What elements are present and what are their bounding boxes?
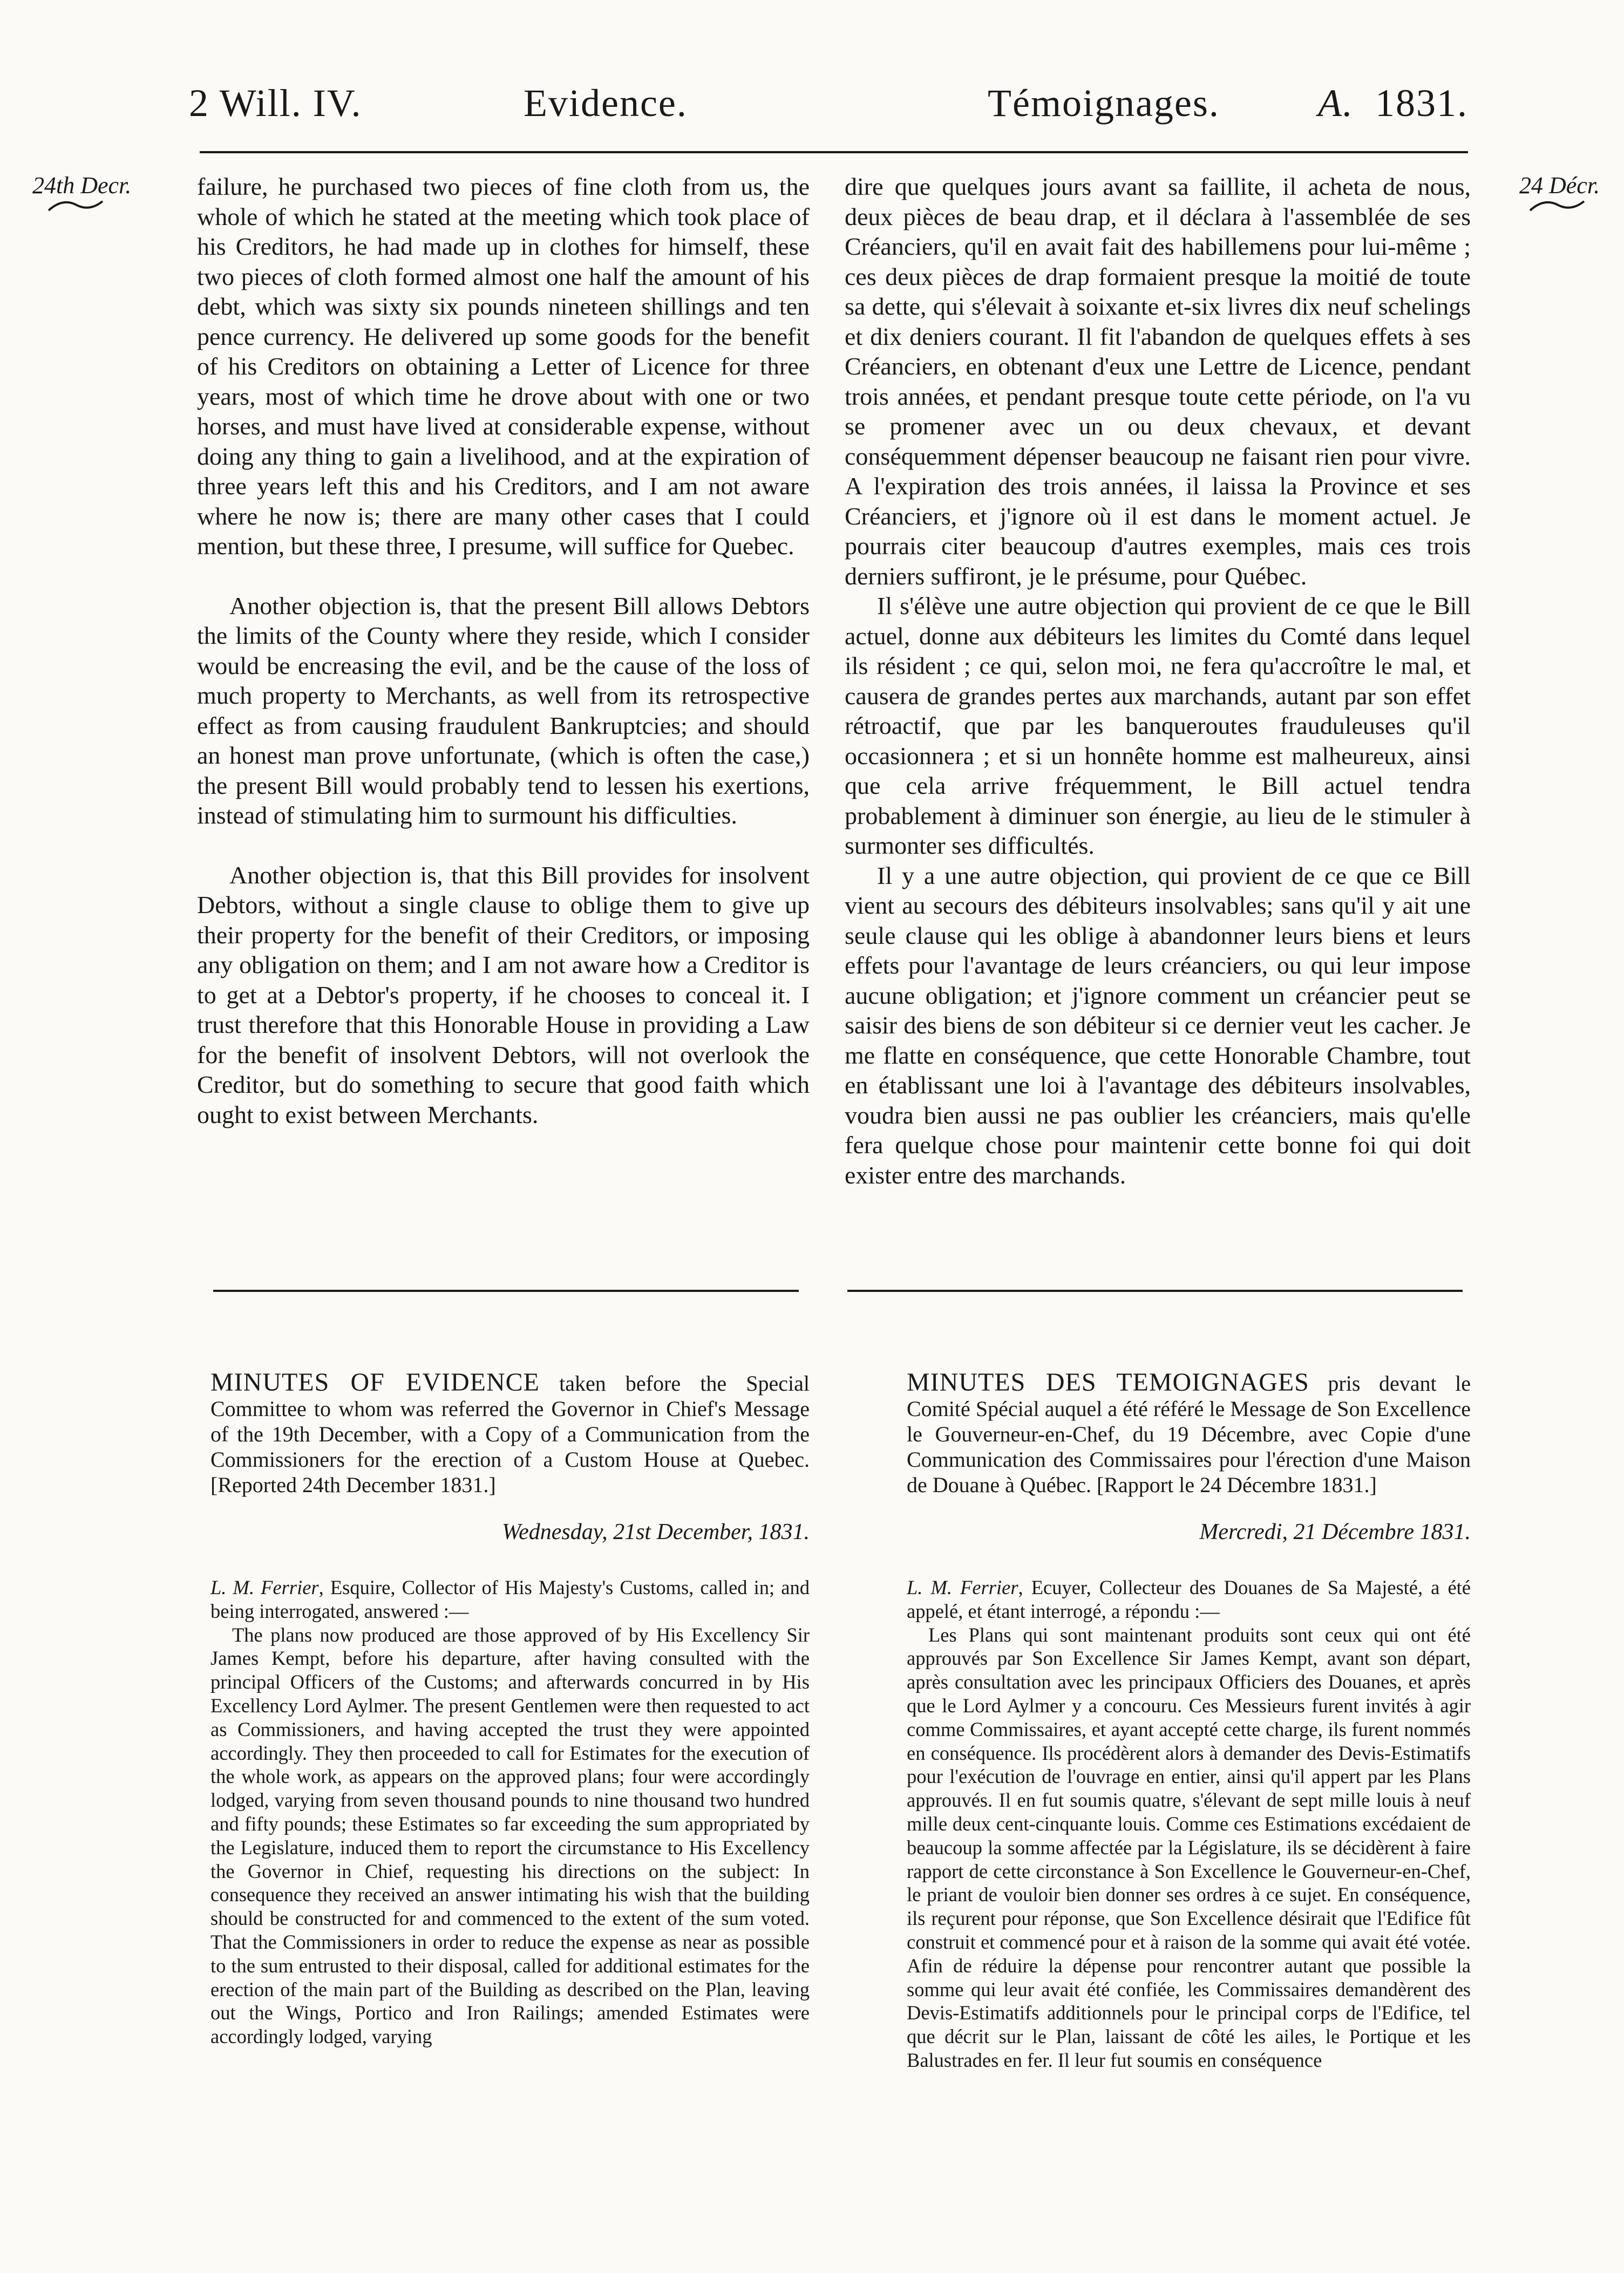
header-left-title: Evidence. [524, 81, 688, 125]
english-dateline: Wednesday, 21st December, 1831. [501, 1520, 810, 1544]
french-minutes-text: pris devant le Comité Spécial auquel a été référé le Message de Son Excellence le Gouverneur-en-Chef, du 19 Décembre, avec Copie d'une Communication des Commissaires pour l'érection d'une Maison de Douane à Québec. [Rapport le 24 Décembre 1831.] [907, 1371, 1471, 1497]
french-witness-role: , Ecuyer, Collecteur des Douanes de Sa Majesté, a été appelé, et étant interrogé, a répondu :— [907, 1576, 1471, 1622]
swash-ornament-right [1527, 197, 1587, 213]
header-right-title: Témoignages. [988, 81, 1220, 125]
english-paragraph: Another objection is, that this Bill provides for insolvent Debtors, without a single clause to oblige them to give up their property for the benefit of their Creditors, or imposing any obligation on them; and I am not aware how a Creditor is to get at a Debtor's property, if he chooses to conceal it. I trust therefore that this Honorable House in providing a Law for the benefit of insolvent Debtors, will not overlook the Creditor, but do something to secure that good faith which ought to exist between Merchants. [197, 861, 810, 1128]
french-witness-intro [907, 1576, 1471, 1623]
french-dateline: Mercredi, 21 Décembre 1831. [1199, 1520, 1471, 1544]
english-testimony: The plans now produced are those approved of by His Excellency Sir James Kempt, before his departure, after having consulted with the principal Officers of the Customs; and afterwards concurred in by His Excellency Lord Aylmer. The present Gentlemen were then requested to act as Commissioners, and having accepted the trust they were appointed accordingly. They then proceeded to call for Estimates for the execution of the whole work, as appears on the approved plans; four were accordingly lodged, varying from seven thousand pounds to nine thousand two hundred and fifty pounds; these Estimates so far exceeding the sum appropriated by the Legislature, induced them to report the circumstance to His Excellency the Governor in Chief, requesting his directions on the subject: In consequence they received an answer intimating his wish that the building should be constructed for and commenced to the extent of the sum voted. That the Commissioners in order to reduce the expense as near as possible to the sum entrusted to their disposal, called for additional estimates for the erection of the main part of the Building as described on the Plan, leaving out the Wings, Portico and Iron Railings; amended Estimates were accordingly lodged, varying [210, 1623, 810, 2048]
header-year-number: 1831. [1375, 81, 1468, 125]
english-witness-name: L. M. Ferrier [210, 1576, 319, 1598]
english-minutes-lead: MINUTES OF EVIDENCE [210, 1368, 540, 1397]
french-witness-name: L. M. Ferrier [907, 1576, 1018, 1598]
french-paragraph: Il s'élève une autre objection qui provient de ce que le Bill actuel, donne aux débiteurs les limites du Comté dans lequel ils résident ; ce qui, selon moi, ne fera qu'accroître le mal, et causera de grandes pertes aux marchands, autant par son effet rétroactif, que par les banqueroutes frauduleuses qu'il occasionnera ; et si un honnête homme est malheureux, ainsi que cela arrive fréquemment, le Bill actuel tendra probablement à diminuer son énergie, au lieu de le stimuler à surmonter ses difficultés. [845, 592, 1471, 859]
french-minutes-heading [907, 1370, 1471, 1498]
header-year [1318, 81, 1468, 126]
french-minutes-lead: MINUTES DES TEMOIGNAGES [907, 1368, 1309, 1397]
french-column-lower [907, 1576, 1471, 2072]
english-paragraph: Another objection is, that the present Bill allows Debtors the limits of the County where they reside, which I consider would be encreasing the evil, and be the cause of the loss of much property to Merchants, as well from its retrospective effect as from causing fraudulent Bankruptcies; and should an honest man prove unfortunate, (which is often the case,) the present Bill would probably tend to lessen his exertions, instead of stimulating him to surmount his difficulties. [197, 591, 810, 829]
french-paragraph: dire que quelques jours avant sa faillite, il acheta de nous, deux pièces de beau drap, et il déclara à l'assemblée de ses Créanciers, qu'il en avait fait des habillemens pour lui-même ; ces deux pièces de drap formaient presque la moitié de toute sa dette, qui s'élevait à soixante et-six livres dix neuf schelings et dix deniers courant. Il fit l'abandon de quelques effets à ses Créanciers, en obtenant d'eux une Lettre de Licence, pendant trois années, et pendant presque toute cette période, on l'a vu se promener avec un ou deux chevaux, et devant conséquemment dépenser beaucoup ne faisant rien pour vivre. A l'expiration des trois années, il laissa la Province et ses Créanciers, et j'ignore où il est dans le moment actuel. Je pourrais citer beaucoup d'autres exemples, mais ces trois derniers suffiront, je le présume, pour Québec. [845, 173, 1471, 590]
english-column-lower [210, 1576, 810, 2049]
english-minutes-text: taken before the Special Committee to whom was referred the Governor in Chief's Message of the 19th December, with a Copy of a Communication from the Commissioners for the erection of a Custom House at Quebec. [Reported 24th December 1831.] [210, 1371, 810, 1497]
header-rule [200, 151, 1468, 153]
french-column-upper [845, 172, 1471, 1190]
english-witness-role: , Esquire, Collector of His Majesty's Customs, called in; and being interrogated, answered :— [210, 1576, 810, 1622]
swash-ornament-left [46, 197, 105, 213]
header-year-letter: A. [1318, 81, 1354, 125]
english-witness-intro [210, 1576, 810, 1623]
header-reign: 2 Will. IV. [189, 81, 362, 125]
english-column-upper [197, 172, 810, 1129]
running-header [189, 81, 1468, 135]
section-rule-right [847, 1290, 1463, 1292]
section-rule-left [213, 1290, 799, 1292]
margin-date-right: 24 Décr. [1519, 172, 1600, 199]
french-testimony: Les Plans qui sont maintenant produits sont ceux qui ont été approuvés par Son Excellence Sir James Kempt, avant son départ, après consultation avec les principaux Officiers des Douanes, et après que le Lord Aylmer y a concouru. Ces Messieurs furent invités à agir comme Commissaires, et ayant accepté cette charge, ils furent nommés en conséquence. Ils procédèrent alors à demander des Devis-Estimatifs pour l'exécution de l'ouvrage en entier, ainsi qu'il appert par les Plans approuvés. Il en fut soumis quatre, s'élevant de sept mille louis à neuf mille deux cent-cinquante louis. Comme ces Estimations excédaient de beaucoup la somme affectée par la Législature, ils se décidèrent à faire rapport de cette circonstance à Son Excellence le Gouverneur-en-Chef, le priant de vouloir bien donner ses ordres à ce sujet. En conséquence, ils reçurent pour réponse, que Son Excellence désirait que l'Edifice fût construit et commencé pour et à raison de la somme qui avait été votée. Afin de réduire la dépense pour rencontrer autant que possible la somme qui leur avait été confiée, les Commissaires demandèrent des Devis-Estimatifs additionnels pour le principal corps de l'Edifice, tel que décrit sur le Plan, laissant de côté les ailes, le Portique et les Balustrades en fer. Il leur fut soumis en conséquence [907, 1623, 1471, 2071]
margin-date-left: 24th Decr. [32, 172, 132, 199]
english-minutes-heading [210, 1370, 810, 1498]
english-paragraph: failure, he purchased two pieces of fine cloth from us, the whole of which he stated at the meeting which took place of his Creditors, he had made up in clothes for himself, these two pieces of cloth formed almost one half the amount of his debt, which was sixty six pounds nineteen shillings and ten pence currency. He delivered up some goods for the benefit of his Creditors on obtaining a Letter of Licence for three years, most of which time he drove about with one or two horses, and must have lived at considerable expense, without doing any thing to gain a livelihood, and at the expiration of three years left this and his Creditors, and I am not aware where he now is; there are many other cases that I could mention, but these three, I presume, will suffice for Quebec. [197, 173, 810, 560]
french-paragraph: Il y a une autre objection, qui provient de ce que ce Bill vient au secours des débiteurs insolvables; sans qu'il y ait une seule clause qui les oblige à abandonner leurs biens et leurs effets pour l'avantage de leurs créanciers, ou qui leur impose aucune obligation; et j'ignore comment un créancier peut se saisir des biens de son débiteur si ce dernier veut les cacher. Je me flatte en conséquence, que cette Honorable Chambre, tout en établissant une loi à l'avantage des débiteurs insolvables, voudra bien aussi ne pas oublier les créanciers, mais qu'elle fera quelque chose pour maintenir cette bonne foi qui doit exister entre des marchands. [845, 861, 1471, 1189]
